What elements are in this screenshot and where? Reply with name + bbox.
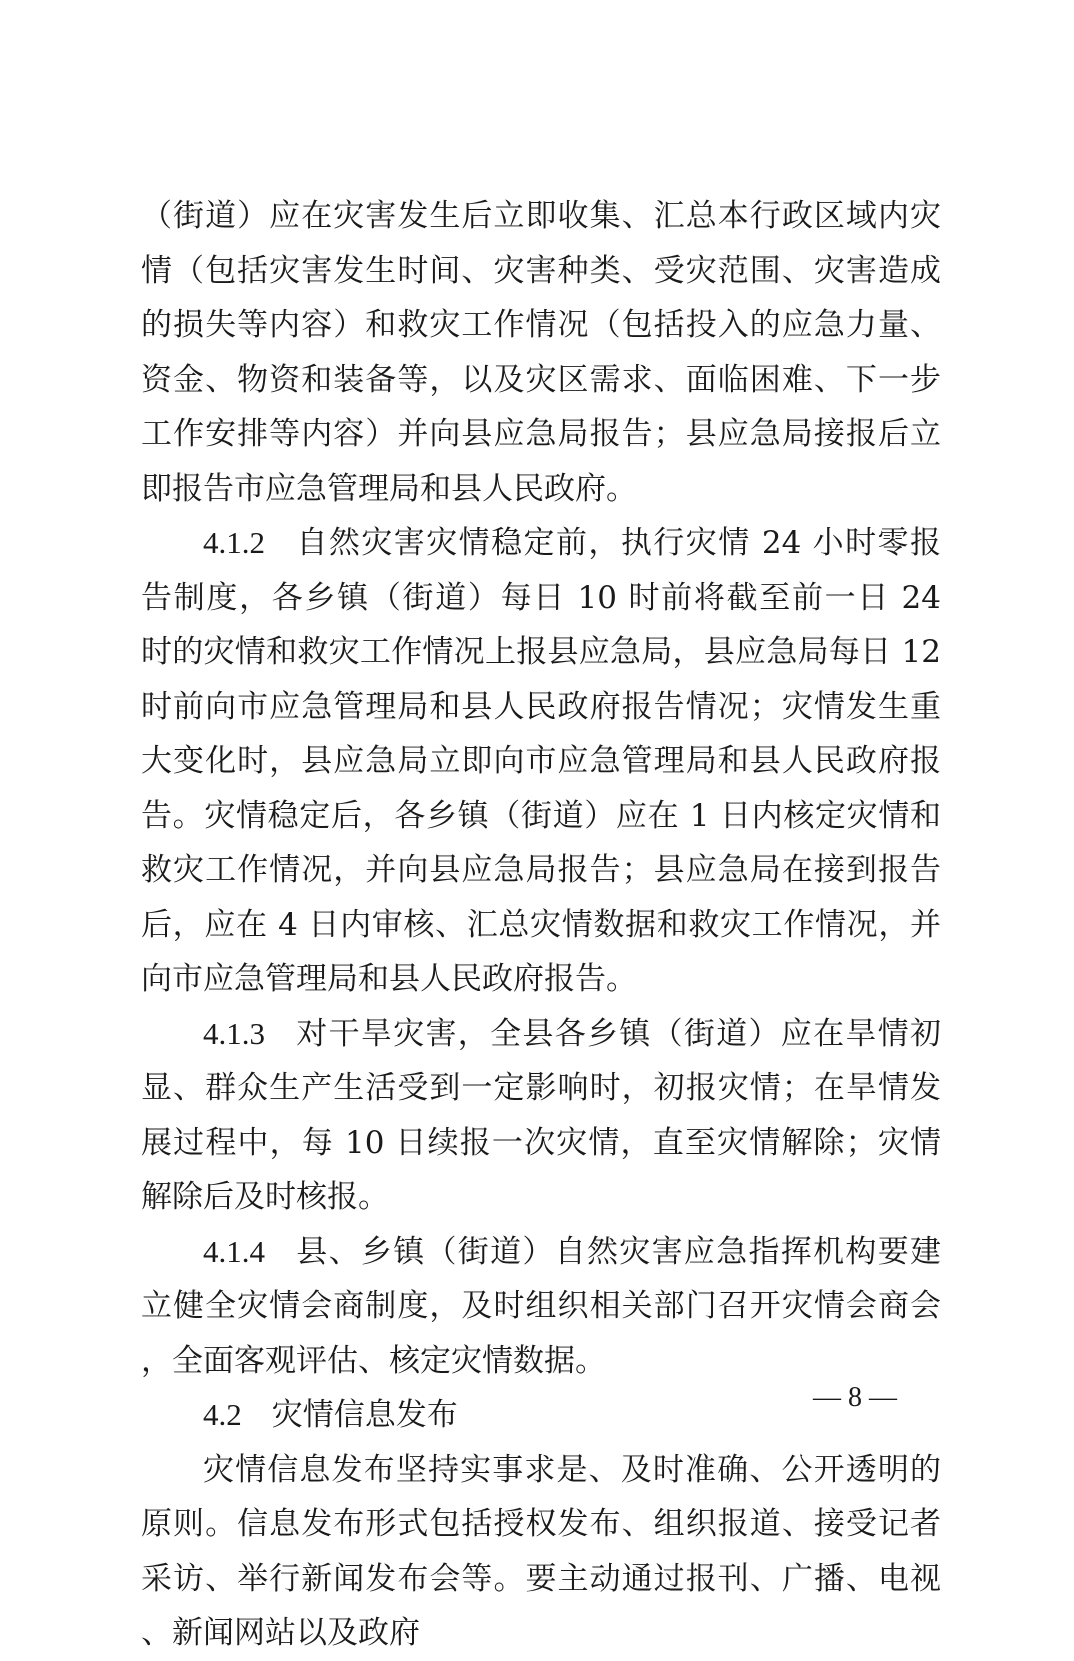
section-number: 4.1.4 (203, 1233, 265, 1269)
paragraph-info-release (141, 1443, 941, 1661)
section-number: 4.1.2 (203, 525, 265, 560)
paragraph-text: 灾情信息发布坚持实事求是、及时准确、公开透明的原则。信息发布形式包括授权发布、组织报道、接受记者采访、举行新闻发布会等。要主动通过报刊、广播、电视、新闻网站以及政府 (141, 1451, 941, 1651)
paragraph-continued-report (141, 189, 941, 516)
paragraph-text: （街道）应在灾害发生后立即收集、汇总本行政区域内灾情（包括灾害发生时间、灾害种类、受灾范围、灾害造成的损失等内容）和救灾工作情况（包括投入的应急力量、资金、物资和装备等，以及灾区需求、面临困难、下一步工作安排等内容）并向县应急局报告；县应急局接报后立即报告市应急管理局和县人民政府。 (141, 198, 941, 507)
section-number: 4.2 (203, 1397, 242, 1432)
section-number: 4.1.3 (203, 1015, 265, 1051)
page-number: — 8 — (813, 1382, 897, 1413)
paragraph-text: 对干旱灾害，全县各乡镇（街道）应在旱情初显、群众生产生活受到一定影响时，初报灾情；在旱情发展过程中，每 10 日续报一次灾情，直至灾情解除；灾情解除后及时核报。 (141, 1015, 941, 1215)
section-title: 灾情信息发布 (271, 1397, 458, 1433)
paragraph-4-1-2 (141, 516, 941, 1007)
paragraph-4-1-3 (141, 1007, 941, 1225)
paragraph-text: 县、乡镇（街道）自然灾害应急指挥机构要建立健全灾情会商制度，及时组织相关部门召开灾情会商会，全面客观评估、核定灾情数据。 (141, 1233, 941, 1379)
paragraph-text: 自然灾害灾情稳定前，执行灾情 24 小时零报告制度，各乡镇（街道）每日 10 时前将截至前一日 24 时的灾情和救灾工作情况上报县应急局，县应急局每日 12 时前向市应急管理局和县人民政府报告情况；灾情发生重大变化时，县应急局立即向市应急管理局和县人民政府报告。灾情稳定后，各乡镇（街道）应在 1 日内核定灾情和救灾工作情况，并向县应急局报告；县应急局在接到报告后，应在 4 日内审核、汇总灾情数据和救灾工作情况，并向市应急管理局和县人民政府报告。 (141, 525, 941, 997)
document-body (141, 189, 941, 1661)
paragraph-4-1-4 (141, 1225, 941, 1389)
